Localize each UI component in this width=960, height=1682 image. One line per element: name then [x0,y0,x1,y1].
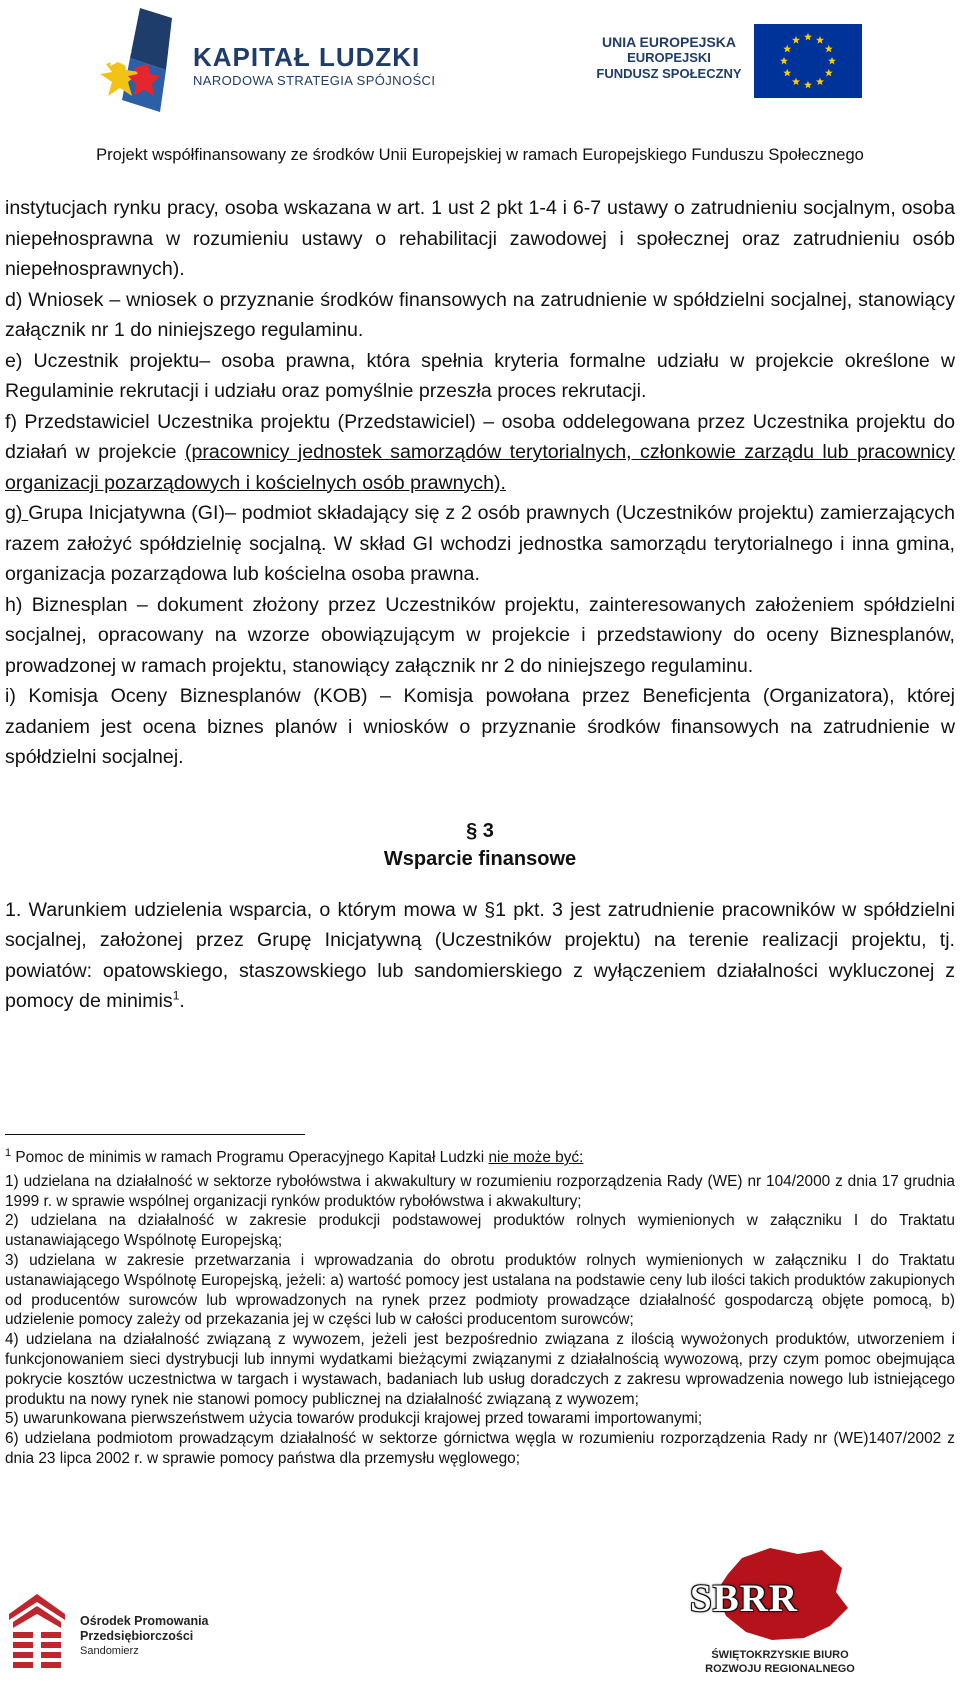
eu-fund-text [594,34,744,82]
definition-i: i) Komisja Oceny Biznesplanów (KOB) – Komisja powołana przez Beneficjenta (Organizatora), której zadaniem jest ocena biznes planów i wniosków o przyznanie środków finansowych na zatrudnienie w spółdzielni socjalnej. [5,685,955,768]
section-title: Wsparcie finansowe [383,847,577,870]
eu-flag-icon [754,24,862,98]
footnote-intro [5,1148,955,1168]
paragraph-1-text: 1. Warunkiem udzielenia wsparcia, o którym mowa w §1 pkt. 3 jest zatrudnienie pracowników w spółdzielni socjalnej, założonej przez Grupę Inicjatywną (Uczestników projektu) na terenie realizacji projektu, tj. powiatów: opatowskiego, staszowskiego lub sandomierskiego z wyłączeniem działalności wykluczonej z pomocy de minimis [5,898,955,1012]
footnote-intro-text: Pomoc de minimis w ramach Programu Operacyjnego Kapitał Ludzki [11,1149,489,1166]
definition-c-continued: instytucjach rynku pracy, osoba wskazana w art. 1 ust 2 pkt 1-4 i 6-7 ustawy o zatrudnieniu socjalnym, osoba niepełnosprawna w rozumieniu ustawy o rehabilitacji zawodowej i społecznej oraz zatrudnieniu osób niepełnosprawnych). [5,197,955,280]
sbrr-line1: ŚWIĘTOKRZYSKIE BIURO [711,1649,849,1661]
sbrr-logo-text: SBRR [690,1577,799,1620]
paragraph-1 [5,895,955,1017]
definition-f [5,407,955,499]
page-header [0,0,960,175]
definition-f-text: f) Przedstawiciel Uczestnika projektu (Przedstawiciel) – osoba oddelegowana przez Uczestnika projektu do działań w projekcie [5,410,955,463]
definition-e: e) Uczestnik projektu– osoba prawna, która spełnia kryteria formalne udziału w projekcie określone w Regulaminie rekrutacji i udziału oraz pomyślnie przeszła proces rekrutacji. [5,349,955,402]
eu-fund-line3: FUNDUSZ SPOŁECZNY [596,66,742,81]
opp-line1: Ośrodek Promowania [80,1614,209,1628]
footnote-item: 6) udzielana podmiotom prowadzącym działalność w sektorze górnictwa węgla w rozumieniu rozporządzenia Rady nr (WE)1407/2002 z dnia 23 lipca 2002 r. w sprawie pomocy państwa dla przemysłu węglowego; [5,1430,955,1467]
footnote-item: 4) udzielana na działalność związaną z wywozem, jeżeli jest bezpośrednio związana z ilością wywożonych produktów, utworzeniem i funkcjonowaniem sieci dystrybucji lub innymi wydatkami bieżącymi związanymi z działalnością wywozową, przy czym pomoc obejmująca pokrycie kosztów uczestnictwa w targach i wystawach, badaniach lub usług doradczych z zakresu wprowadzenia nowego lub istniejącego produktu na nowy rynek nie stanowi pomocy publicznej na działalność związaną z wywozem; [5,1331,955,1408]
footnote-item: 5) uwarunkowana pierwszeństwem użycia towarów produkcji krajowej przed towarami importowanymi; [5,1410,703,1428]
paragraph-1-end: . [179,990,185,1012]
section-number: § 3 [466,819,494,842]
eu-fund-line1: UNIA EUROPEJSKA [601,34,737,50]
project-cofinancing-line: Projekt współfinansowany ze środków Unii Europejskiej w ramach Europejskiego Funduszu Społecznego [96,146,864,164]
footnote-intro-underlined: nie może być: [488,1149,584,1166]
opp-logo-icon [5,1590,69,1670]
footnote-number: 1 [5,1146,12,1159]
sbrr-name [700,1648,860,1676]
eu-fund-line2: EUROPEJSKI [627,50,711,65]
footnote-reference[interactable]: 1 [172,988,180,1003]
definition-f-underlined: (pracownicy jednostek samorządów terytorialnych, członkowie zarządu lub pracownicy organizacji pozarządowych i kościelnych osób prawnych). [5,441,955,494]
kapital-ludzki-subtitle: NARODOWA STRATEGIA SPÓJNOŚCI [193,73,436,88]
definition-g-label: g) [5,502,29,524]
definition-h: h) Biznesplan – dokument złożony przez Uczestników projektu, zainteresowanych założeniem spółdzielni socjalnej, opracowany na wzorze obowiązującym w projekcie i przedstawiony do oceny Biznesplanów, prowadzonej w ramach projektu, stanowiący załącznik nr 2 do niniejszego regulaminu. [5,593,955,677]
opp-line3: Sandomierz [80,1645,139,1657]
footnote [5,1148,955,1469]
footnote-separator [5,1134,305,1135]
kapital-ludzki-title: KAPITAŁ LUDZKI [193,42,421,72]
definition-d: d) Wniosek – wniosek o przyznanie środków finansowych na zatrudnienie w spółdzielni socjalnej, stanowiący załącznik nr 1 do niniejszego regulaminu. [5,288,955,341]
footnote-item: 2) udzielana na działalność w zakresie produkcji podstawowej produktów rolnych wymienionych w załączniku I do Traktatu ustanawiającego Wspólnotę Europejską; [5,1212,955,1250]
definition-g-text: Grupa Inicjatywna (GI)– podmiot składający się z 2 osób prawnych (Uczestników projektu) zamierzających razem założyć spółdzielnię socjalną. W skład GI wchodzi jednostka samorządu terytorialnego i inna gmina, organizacja pozarządowa lub kościelna osoba prawna. [5,502,955,585]
kapital-ludzki-logo-icon [100,8,180,116]
sbrr-line2: ROZWOJU REGIONALNEGO [705,1663,855,1675]
definition-g [5,498,955,590]
footnote-item: 1) udzielana na działalność w sektorze rybołówstwa i akwakultury w rozumieniu rozporządzenia Rady (WE) nr 104/2000 z dnia 17 grudnia 1999 r. w sprawie wspólnej organizacji rynków produktów rybołówstwa i akwakultury; [5,1172,955,1210]
document-body [5,193,955,1017]
opp-line2: Przedsiębiorczości [80,1629,194,1643]
opp-name [80,1614,209,1659]
footnote-item: 3) udzielana w zakresie przetwarzania i wprowadzania do obrotu produktów rolnych wymienionych w załączniku I do Traktatu ustanawiającego Wspólnotę Europejską, jeżeli: a) wartość pomocy jest ustalana na podstawie ceny lub ilości takich produktów zakupionych od producentów surowców lub wprowadzonych na rynek przez podmioty prowadzące działalność gospodarczą objęte pomocą, b) udzielenie pomocy zależy od przekazania jej w części lub w całości producentom surowców; [5,1251,955,1329]
